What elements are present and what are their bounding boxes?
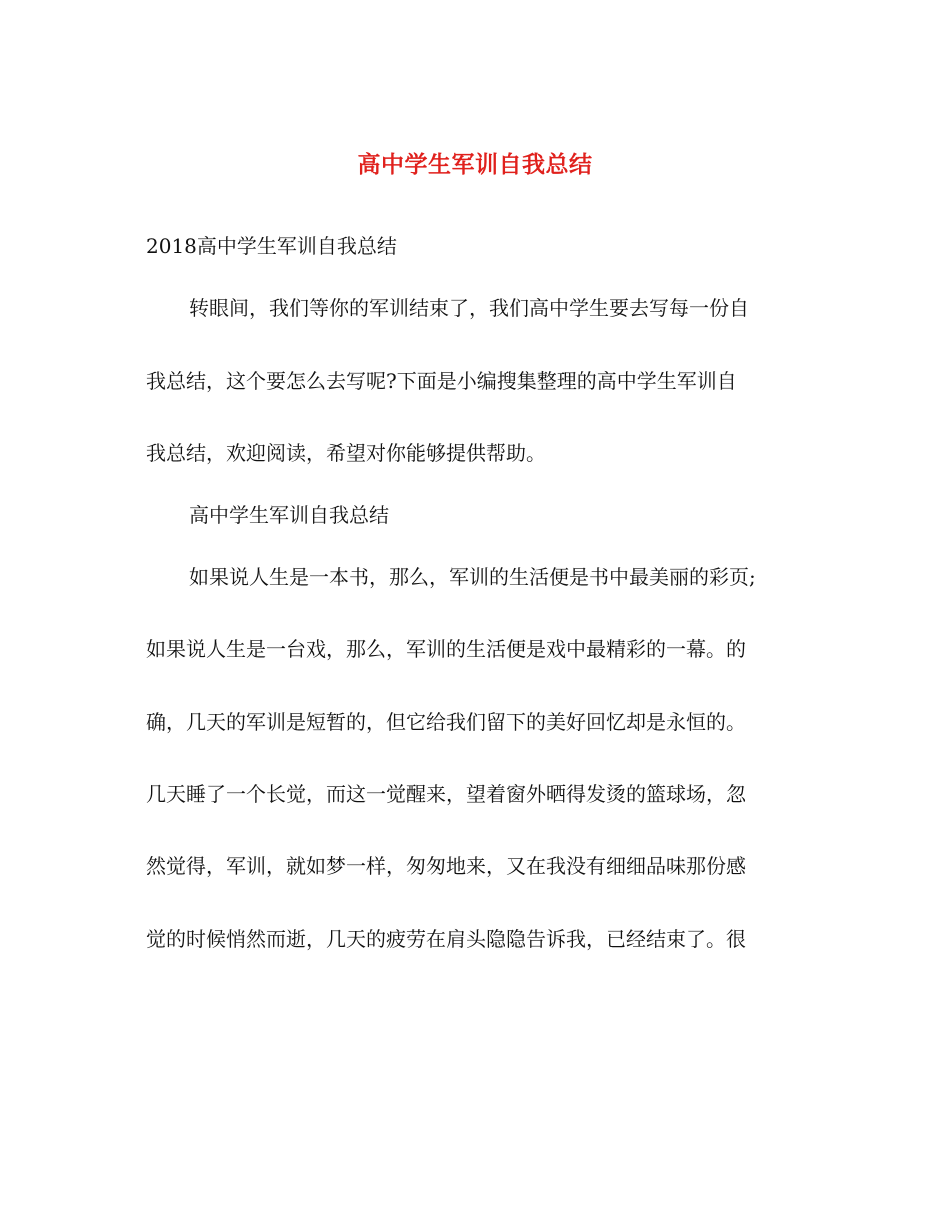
body-line: 觉的时候悄然而逝，几天的疲劳在肩头隐隐告诉我，已经结束了。很 bbox=[146, 927, 746, 951]
body-line: 几天睡了一个长觉，而这一觉醒来，望着窗外晒得发烫的篮球场，忽 bbox=[146, 782, 746, 806]
body-line: 确，几天的军训是短暂的，但它给我们留下的美好回忆却是永恒的。 bbox=[146, 710, 746, 734]
body-line: 如果说人生是一本书，那么，军训的生活便是书中最美丽的彩页; bbox=[189, 565, 756, 589]
document-subtitle: 2018高中学生军训自我总结 bbox=[146, 234, 397, 258]
body-line: 然觉得，军训，就如梦一样，匆匆地来，又在我没有细细品味那份感 bbox=[146, 854, 746, 878]
section-heading: 高中学生军训自我总结 bbox=[189, 503, 389, 527]
document-title: 高中学生军训自我总结 bbox=[357, 151, 593, 178]
intro-line: 我总结，这个要怎么去写呢?下面是小编搜集整理的高中学生军训自 bbox=[146, 369, 737, 393]
intro-line: 转眼间，我们等你的军训结束了，我们高中学生要去写每一份自 bbox=[189, 296, 749, 320]
body-line: 如果说人生是一台戏，那么，军训的生活便是戏中最精彩的一幕。的 bbox=[146, 637, 746, 661]
intro-line: 我总结，欢迎阅读，希望对你能够提供帮助。 bbox=[146, 441, 546, 465]
